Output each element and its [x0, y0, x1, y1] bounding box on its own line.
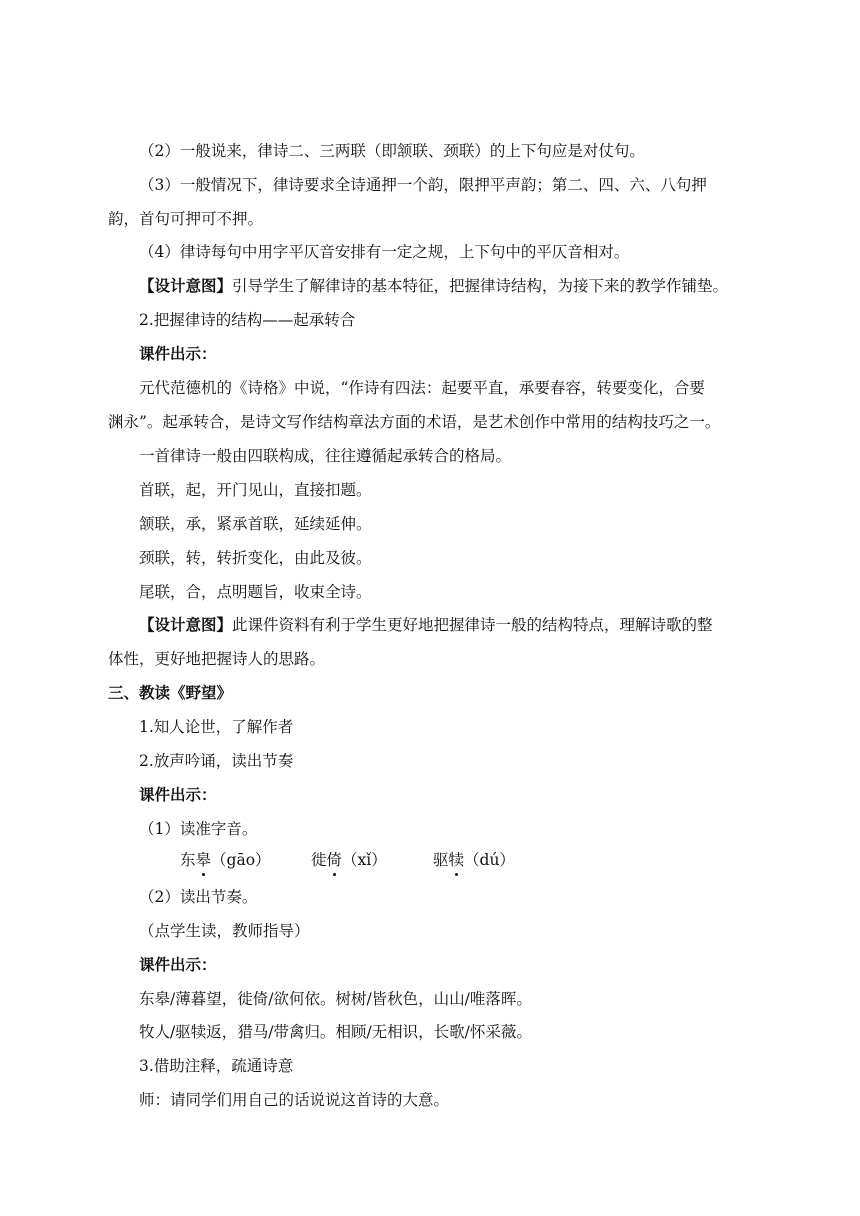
- courseware-label: 课件出示：: [139, 344, 217, 363]
- design-intent-label: 【设计意图】: [139, 615, 233, 634]
- section-subheading: 1.知人论世，了解作者: [139, 718, 294, 736]
- text-line: 体性，更好地把握诗人的思路。: [108, 650, 326, 668]
- design-intent-line: [139, 275, 728, 297]
- pronunciation-item: 驱犊（dú）: [433, 851, 515, 869]
- design-intent-label: 【设计意图】: [139, 276, 233, 295]
- text-line: 渊永”。起承转合，是诗文写作结构章法方面的术语，是艺术创作中常用的结构技巧之一。: [108, 413, 721, 431]
- courseware-label: 课件出示：: [139, 955, 217, 974]
- text-line: 韵，首句可押可不押。: [108, 210, 264, 228]
- design-intent-text: 此课件资料有利于学生更好地把握律诗一般的结构特点，理解诗歌的整: [232, 616, 713, 634]
- section-subheading: 2.把握律诗的结构——起承转合: [139, 311, 356, 329]
- text-line: （2）读出节奏。: [139, 888, 258, 906]
- dotted-char: 倚: [326, 851, 343, 869]
- text-line: 颔联，承，紧承首联，延续延伸。: [139, 515, 372, 533]
- design-intent-text: 引导学生了解律诗的基本特征，把握律诗结构，为接下来的教学作铺垫。: [232, 277, 729, 295]
- dotted-char: 皋: [195, 851, 212, 869]
- pronunciation-item: 东皋（gāo）: [180, 851, 271, 869]
- text-line: （3）一般情况下，律诗要求全诗通押一个韵，限押平声韵；第二、四、六、八句押: [139, 176, 707, 194]
- dotted-char: 犊: [448, 851, 465, 869]
- text-line: （4）律诗每句中用字平仄音安排有一定之规，上下句中的平仄音相对。: [139, 243, 630, 261]
- design-intent-line: [139, 614, 713, 636]
- text-line: 颈联，转，转折变化，由此及彼。: [139, 549, 372, 567]
- poem-line: 牧人/驱犊返，猎马/带禽归。相顾/无相识，长歌/怀采薇。: [139, 1023, 532, 1041]
- section-subheading: 3.借助注释，疏通诗意: [139, 1057, 294, 1075]
- text-line: 一首律诗一般由四联构成，往往遵循起承转合的格局。: [139, 447, 512, 465]
- text-line: （1）读准字音。: [139, 820, 258, 838]
- poem-line: 东皋/薄暮望，徙倚/欲何依。树树/皆秋色，山山/唯落晖。: [139, 990, 532, 1008]
- text-line: 尾联，合，点明题旨，收束全诗。: [139, 583, 372, 601]
- pronunciation-item: 徙倚（xǐ）: [311, 851, 387, 869]
- text-line: 元代范德机的《诗格》中说，“作诗有四法：起要平直，承要春容，转要变化，合要: [139, 379, 705, 397]
- text-line: （2）一般说来，律诗二、三两联（即颔联、颈联）的上下句应是对仗句。: [139, 142, 645, 160]
- text-line: 首联，起，开门见山，直接扣题。: [139, 481, 372, 499]
- section-subheading: 2.放声吟诵，读出节奏: [139, 752, 294, 770]
- courseware-label: 课件出示：: [139, 785, 217, 804]
- section-heading: 三、教读《野望》: [108, 683, 233, 702]
- text-line: （点学生读，教师指导）: [139, 922, 310, 940]
- text-line: 师：请同学们用自己的话说说这首诗的大意。: [139, 1091, 450, 1109]
